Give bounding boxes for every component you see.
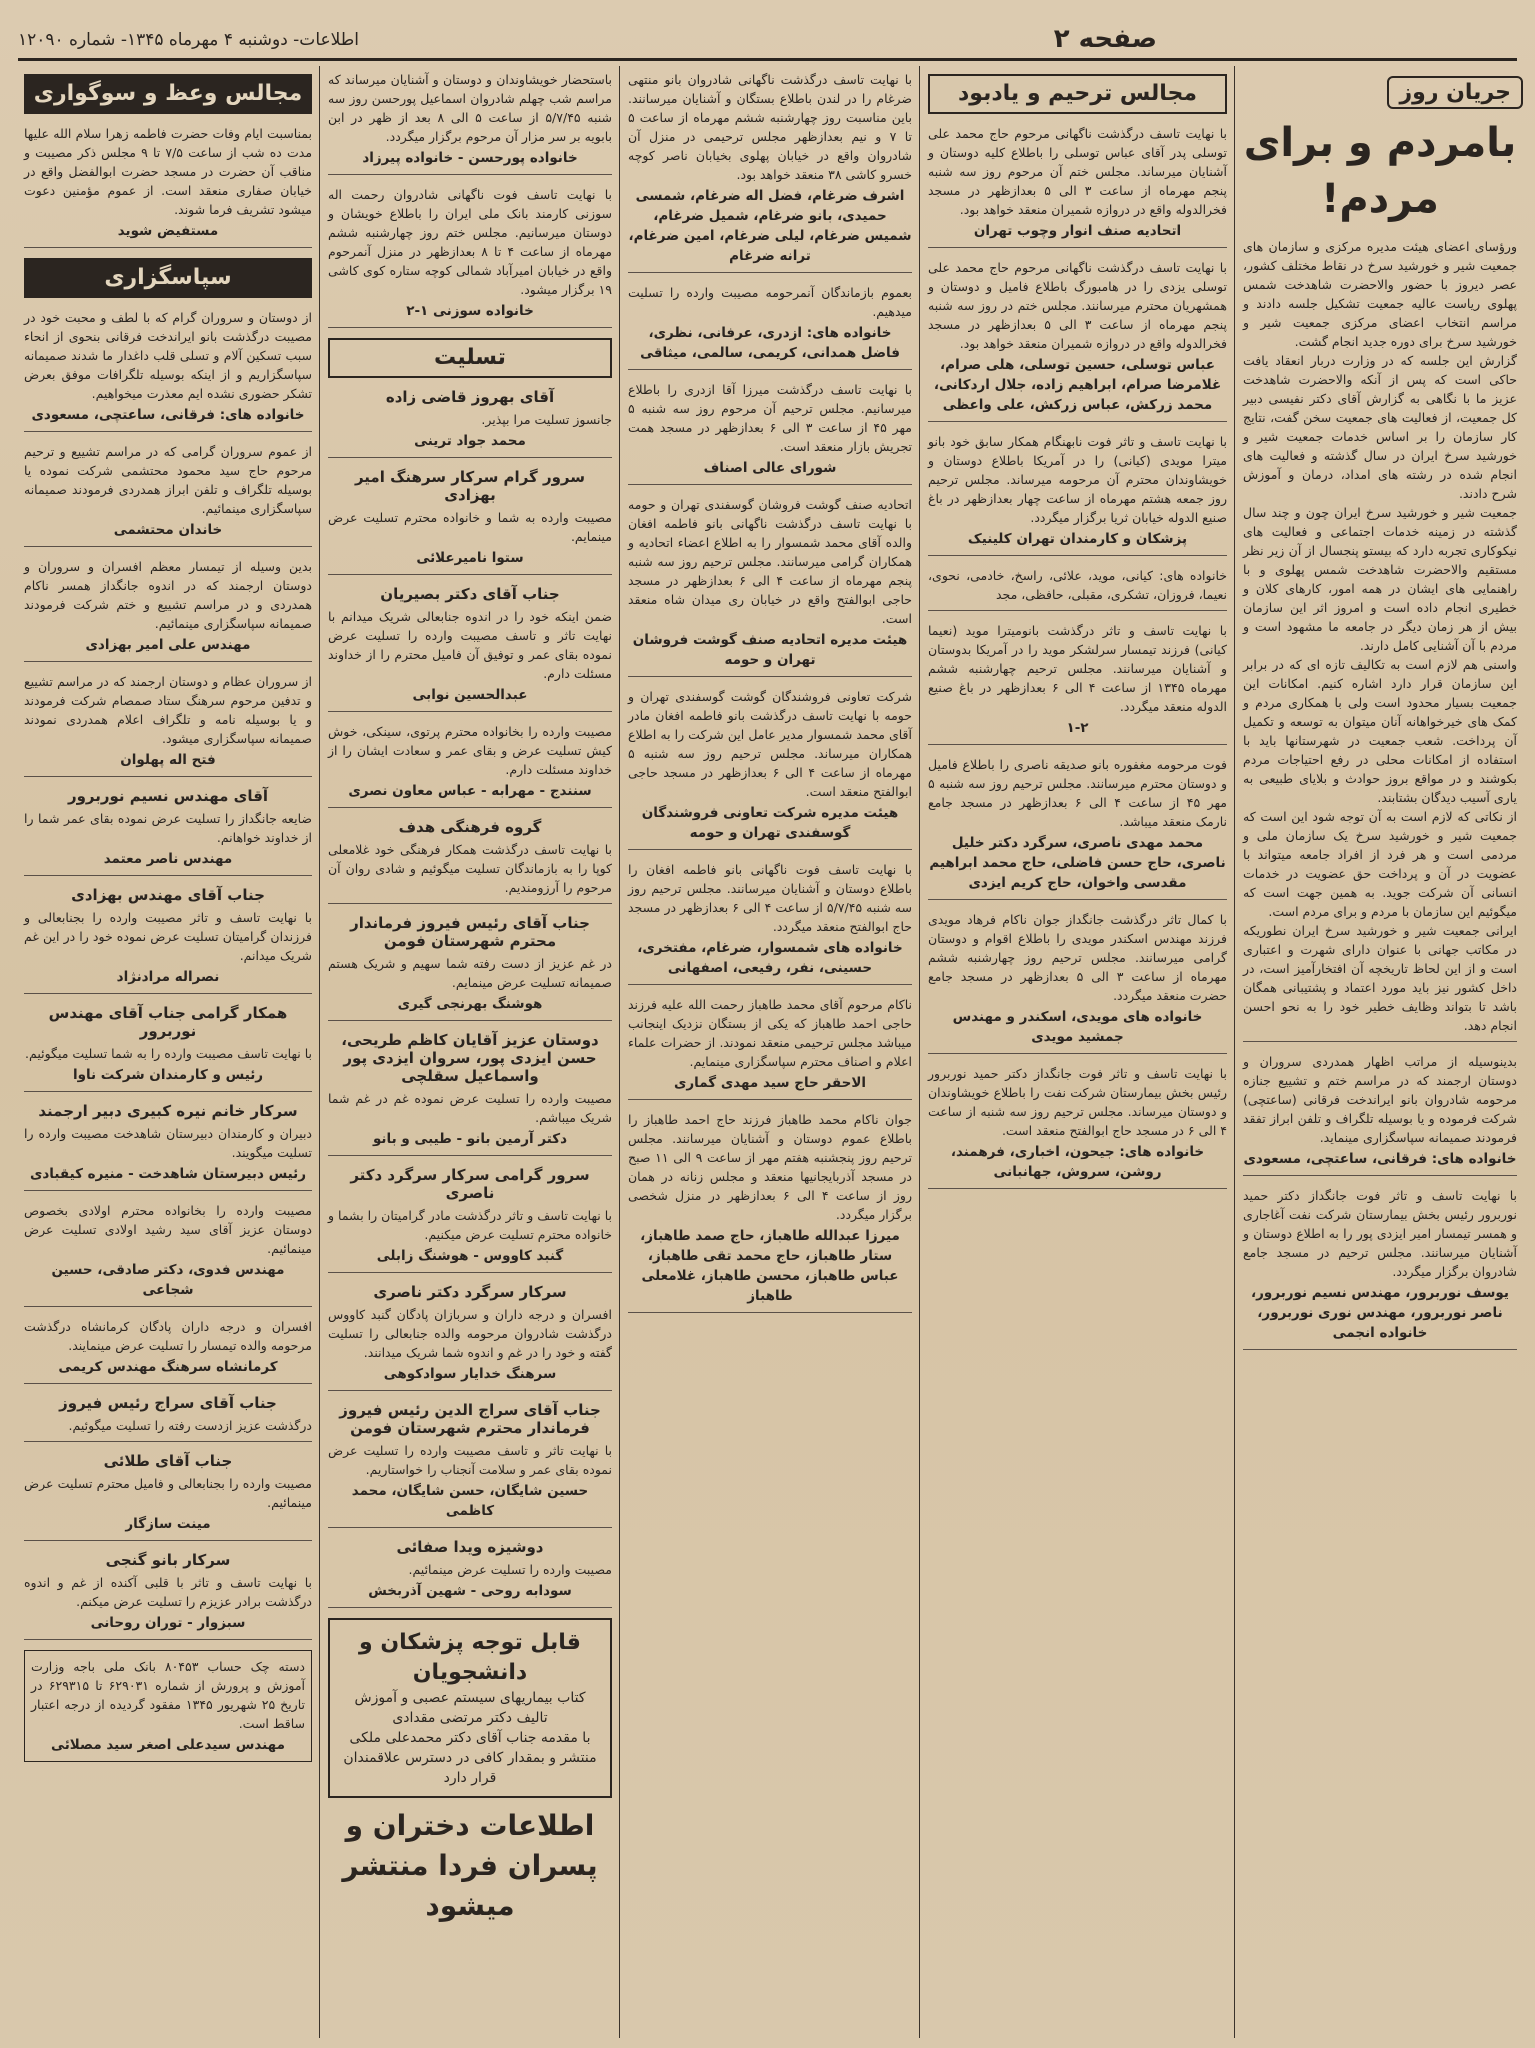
editorial-paragraph: ورؤسای اعضای هیئت مدیره مرکزی و سازمان های جمعیت شیر و خورشید سرخ در نقاط مختلف کشور، عصر دیروز با حضور والاحضرت شاهدخت شمس پهلوی ریاست عالیه جمعیت تشکیل جلسه دادند و مراسم انتخاب اعضای مرکزی جمعیت شیر و خورشید سرخ برای دوره جدید انجام گشت. bbox=[1243, 239, 1517, 349]
notice-block bbox=[328, 1283, 612, 1391]
notice-block bbox=[328, 1031, 612, 1156]
notice-block bbox=[328, 722, 612, 808]
notice-heading: گروه فرهنگی هدف bbox=[398, 818, 542, 836]
notice-block bbox=[628, 860, 912, 985]
notice-block bbox=[24, 787, 312, 876]
editorial-paragraph: جمعیت شیر و خورشید سرخ ایران چون و چند سال گذشته در زمینه خدمات اجتماعی و فعالیت های نیکوکاری تجربه دارد که بیستو پنجسال از آن زیر نظر مستقیم والاحضرت شاهدخت شمس پهلوی و با راهنمایی های ایشان در همه امور، کارهای کلان و خطیری انجام داده است و امروز اثر این سازمان بیش از هر زمان دیگر در جامعه ما مشهود است و مردم با آن آشنایی کامل دارند. bbox=[1243, 505, 1517, 653]
notice-text: مصیبت وارده را بخانواده محترم پرتوی، سینکی، خوش کیش تسلیت عرض و بقای عمر و سعادت ایشان را از خداوند مسئلت دارم. bbox=[328, 724, 612, 777]
editorial-body bbox=[1243, 237, 1517, 1042]
notice-text: بدینوسیله از مراتب اظهار همدردی سروران و دوستان ارجمند که در مراسم ختم و تشییع جنازه مرحومه شادروان بانو ایراندخت فرقانی (ساعتچی) شرکت فرموده و یا بوسیله تلگراف و تلفن ابراز تفقد فرمودند صمیمانه سپاسگزاری مینماید. bbox=[1243, 1054, 1517, 1145]
notice-block bbox=[628, 283, 912, 370]
notice-signature: محمد جواد ترینی bbox=[414, 433, 526, 449]
notice-block bbox=[928, 258, 1227, 422]
notice-signature: ۱-۲ bbox=[1066, 720, 1089, 736]
notice-signature: رئیس و کارمندان شرکت ناوا bbox=[72, 1067, 264, 1083]
notice-signature: خانواده های شمسوار، ضرغام، مفتخری، حسینی، نفر، رفیعی، اصفهانی bbox=[637, 940, 903, 976]
editorial-paragraph: واسنی هم لازم است به تکالیف تازه ای که در برابر این سازمان قرار دارد اشاره کنیم. امکانات این جمعیت بسیار محدود است ولی با همکاری مردم و کمک های خیرخواهانه آنان میتوان به توسعه و تکمیل آن پرداخت. شعب جمعیت در شهرستانها باید با استفاده از امکانات محلی در رفع احتیاجات مردم بکوشند و در مواقع بروز حوادث و بلایای طبیعی به یاری آسیب دیدگان بشتابند. bbox=[1243, 657, 1517, 805]
notice-signature: رئیس دبیرستان شاهدخت - منیره کیقبادی bbox=[29, 1166, 307, 1182]
notice-signature: مهندس فدوی، دکتر صادقی، حسین شجاعی bbox=[51, 1262, 285, 1298]
column-rule bbox=[919, 66, 920, 2038]
notice-text: با نهایت تاسف و تاثر درگذشت بانومیترا موید (نعیما کیانی) فرزند تیمسار سرلشکر موید را در آمریکا بدوستان و آشنایان میرسانند. مجلس ترحیم چهارشنبه ششم مهرماه ۱۳۴۵ از ساعت ۴ الی ۶ بعدازظهر در باغ صنیع الدوله منعقد میگردد. bbox=[928, 623, 1227, 714]
notice-block bbox=[328, 818, 612, 904]
notice-block bbox=[24, 1201, 312, 1307]
notice-block bbox=[24, 442, 312, 547]
notice-signature: میرزا عبدالله طاهباز، حاج صمد طاهباز، ستار طاهباز، حاج محمد تقی طاهباز، عباس طاهباز، محسن طاهباز، غلامعلی طاهباز bbox=[640, 1228, 900, 1304]
notice-signature: خانواده های: فرقانی، ساعتچی، مسعودی bbox=[1243, 1151, 1517, 1167]
notice-text: ضایعه جانگداز را تسلیت عرض نموده بقای عمر شما را از خداوند خواهانم. bbox=[24, 811, 312, 845]
notice-block bbox=[328, 914, 612, 1021]
column-condolences bbox=[322, 70, 618, 2036]
notice-signature: فتح اله پهلوان bbox=[120, 752, 216, 768]
notice-heading: سرکار سرگرد دکتر ناصری bbox=[373, 1283, 567, 1301]
notice-block bbox=[628, 995, 912, 1100]
editorial-paragraph: از نکاتی که لازم است به آن توجه شود این است که جمعیت شیر و خورشید سرخ یک سازمان ملی و مردمی است و هر فرد از افراد جامعه میتواند با عضویت در آن و پرداخت حق عضویت در خدمات انسانی آن شرکت جوید. به همین جهت است که میگوئیم این سازمان با مردم و برای مردم است. bbox=[1243, 809, 1517, 919]
column-rule bbox=[619, 66, 620, 2038]
notice-signature: شورای عالی اصناف bbox=[703, 460, 837, 476]
notice-text: درگذشت عزیز ازدست رفته را تسلیت میگوئیم. bbox=[68, 1418, 312, 1433]
notice-block bbox=[928, 566, 1227, 611]
notice-block bbox=[328, 1166, 612, 1273]
notice-block bbox=[24, 1004, 312, 1092]
notice-block bbox=[328, 185, 612, 328]
notice-block bbox=[24, 1452, 312, 1541]
notice-text: خانواده های: کیانی، موید، علائی، راسخ، خادمی، نحوی، نعیما، فروزان، تشکری، مقبلی، حافظی، مجد bbox=[928, 568, 1227, 602]
notice-text: با نهایت تاسف و تاثر مصیبت وارده را بجنابعالی و فرزندان گرامیتان تسلیت عرض نموده خود را در این غم شریک میدانم. bbox=[24, 910, 312, 963]
lost-checkbook-notice bbox=[24, 1650, 312, 1762]
notice-signature: هیئت مدیره اتحادیه صنف گوشت فروشان تهران و حومه bbox=[632, 632, 908, 668]
notice-text: ناکام مرحوم آقای محمد طاهباز رحمت الله علیه فرزند حاجی احمد طاهباز که یکی از بستگان نزدیک اینجانب میباشد مجلس ترحیمی منعقد نمودند. از حضرات علماء اعلام و اصناف محترم سپاسگزاری مینمایم. bbox=[628, 997, 912, 1069]
notice-text: با نهایت تاسف درگذشت همکار فرهنگی خود غلامعلی کوپا را به بازماندگان تسلیت میگوئیم و شادی روان آن مرحوم را آرزومندیم. bbox=[328, 842, 612, 895]
notice-block bbox=[24, 1394, 312, 1442]
notice-block bbox=[328, 585, 612, 712]
notice-text: با نهایت تاسف و تاثر فوت نابهنگام همکار سابق خود بانو میترا مویدی (کیانی) را در آمریکا باطلاع دوستان و خویشاوندان محترم آن مرحومه میرساند. مجلس ترحیم روز جمعه هشتم مهرماه از ساعت چهار بعدازظهر در باغ صنیع الدوله خیابان ثریا برگزار میگردد. bbox=[928, 434, 1227, 525]
condolences-banner: تسلیت bbox=[328, 338, 612, 378]
notice-signature: سودابه روحی - شهین آذربخش bbox=[368, 1583, 572, 1599]
notice-signature: سبزوار - توران روحانی bbox=[90, 1615, 246, 1631]
notice-text: با نهایت تاسف درگذشت میرزا آقا ازدری را باطلاع میرسانیم. مجلس ترحیم آن مرحوم روز سه شنبه ۵ مهر ۴۵ از ساعت ۳ الی ۶ بعدازظهر در مسجد همت تجریش بازار منعقد است. bbox=[628, 382, 912, 454]
notice-text: دبیران و کارمندان دبیرستان شاهدخت مصیبت وارده را تسلیت میگویند. bbox=[24, 1126, 312, 1160]
notice-text: مصیبت وارده به شما و خانواده محترم تسلیت عرض مینمایم. bbox=[328, 510, 612, 544]
notice-block bbox=[24, 672, 312, 777]
notice-signature: عبدالحسین نوابی bbox=[412, 687, 528, 703]
notice-signature: کرمانشاه سرهنگ مهندس کریمی bbox=[58, 1359, 278, 1375]
notice-text: با نهایت تاسف و تاثر درگذشت مادر گرامیتان را بشما و خانواده محترم تسلیت عرض میکنیم. bbox=[328, 1208, 612, 1242]
notice-text: در غم عزیز از دست رفته شما سهیم و شریک هستم صمیمانه تسلیت عرض مینمایم. bbox=[328, 956, 612, 990]
ad-subtitle: کتاب بیماریهای سیستم عصبی و آموزش تالیف دکتر مرتضی مقدادی bbox=[354, 1690, 586, 1726]
notice-signature: سرهنگ خدایار سوادکوهی bbox=[383, 1366, 557, 1382]
notice-text: با نهایت تاسف و تاثر فوت جانگداز دکتر حمید نوربرور رئیس بخش بیمارستان شرکت نفت آغاجاری و همسر تیمسار امیر ایزدی پور را به اطلاع دوستان و آشنایان میرسانند. مجلس ترحیم در مسجد جامع شادروان برگزار میگردد. bbox=[1243, 1188, 1517, 1279]
notice-signature: دکتر آرمین بانو - طیبی و بانو bbox=[372, 1131, 568, 1147]
page-header bbox=[18, 22, 1517, 61]
notice-text: از سروران عظام و دوستان ارجمند که در مراسم تشییع و تدفین مرحوم سرهنگ ستاد صمصام شرکت فرمودند و یا بوسیله نامه و تلگراف اعلام همدردی نمودند صمیمانه سپاسگزاری میشود. bbox=[24, 674, 312, 746]
notice-text: از عموم سروران گرامی که در مراسم تشییع و ترحیم مرحوم حاج سید محمود محتشمی شرکت نموده یا بوسیله تلگراف و تلفن ابراز همدردی فرمودند صمیمانه سپاسگزاری مینمائیم. bbox=[24, 444, 312, 516]
notice-text: مصیبت وارده را بخانواده محترم اولادی بخصوص دوستان عزیز آقای سید رشید اولادی تسلیت عرض مینمائیم. bbox=[24, 1203, 312, 1256]
notice-block bbox=[24, 557, 312, 662]
notice-heading: جناب آقای رئیس فیروز فرماندار محترم شهرستان فومن bbox=[350, 914, 590, 950]
notice-text: مصیبت وارده را بجنابعالی و فامیل محترم تسلیت عرض مینمائیم. bbox=[24, 1476, 312, 1510]
notice-heading: دوستان عزیز آقایان کاظم طریحی، حسن ایزدی پور، سروان ایزدی پور واسماعیل سقلچی bbox=[341, 1031, 599, 1085]
thanks-notice bbox=[1243, 1052, 1517, 1176]
notice-signature: گنبد کاووس - هوشنگ زابلی bbox=[376, 1248, 564, 1264]
notice-text: بمناسبت ایام وفات حضرت فاطمه زهرا سلام الله علیها مدت ده شب از ساعت ۷/۵ تا ۹ مجلس ذکر مصیبت و مناقب آن حضرت در مسجد حضرت ابوالفضل واقع در خیابان صفاری منعقد است. از عموم مؤمنین دعوت میشود تشریف فرما شوند. bbox=[24, 126, 313, 217]
notice-signature: الاحقر حاج سید مهدی گماری bbox=[674, 1075, 866, 1091]
notice-block bbox=[928, 1064, 1227, 1189]
thanks-banner: سپاسگزاری bbox=[24, 258, 312, 298]
notice-signature: خاندان محتشمی bbox=[113, 522, 223, 538]
notice-signature: خانواده های: جیحون، اخباری، فرهمند، روشن، سروش، جهانبانی bbox=[950, 1144, 1205, 1180]
notice-signature: خانواده های مویدی، اسکندر و مهندس جمشید مویدی bbox=[952, 1009, 1203, 1045]
notice-block bbox=[628, 1110, 912, 1313]
notice-heading: سرکار خانم نیره کبیری دبیر ارجمند bbox=[38, 1102, 298, 1120]
notice-heading: سرور گرامی سرکار سرگرد دکتر ناصری bbox=[350, 1166, 590, 1202]
notice-signature: اشرف ضرغام، فضل اله ضرغام، شمسی حمیدی، بانو ضرغام، شمیل ضرغام، شمیس ضرغام، لیلی ضرغام، امین ضرغام، ترانه ضرغام bbox=[628, 188, 912, 264]
notice-signature: محمد مهدی ناصری، سرگرد دکتر خلیل ناصری، حاج حسن فاضلی، حاج محمد ابراهیم مقدسی واخوان، حاج کریم ایزدی bbox=[929, 835, 1226, 891]
notice-block bbox=[928, 621, 1227, 745]
notice-text: اتحادیه صنف گوشت فروشان گوسفندی تهران و حومه با نهایت تاسف درگذشت ناگهانی بانو فاطمه افغان والده آقای محمد شمسوار را به اطلاع اعضاء اتحادیه و همکاران گرامی میرسانند. مجلس ترحیم روز سه شنبه پنجم مهرماه از ساعت ۴ الی ۶ بعدازظهر در مسجد حاجی ابوالفتح واقع در خیابان ری میدان شاه منعقد است. bbox=[628, 497, 913, 626]
notice-block bbox=[24, 308, 312, 432]
notice-signature: عباس توسلی، حسین توسلی، هلی صرام، غلامرضا صرام، ابراهیم زاده، جلال اردکانی، محمد زرکش، عباس زرکش، علی واعظی bbox=[933, 357, 1222, 413]
notice-text: با نهایت تاسف درگذشت ناگهانی مرحوم حاج محمد علی توسلی پدر آقای عباس توسلی را باطلاع کلیه دوستان و آشنایان میرساند. مجلس ختم آن مرحوم روز سه شنبه پنجم مهرماه از ساعت ۳ الی ۵ بعدازظهر در مسجد فخرالدوله واقع در دروازه شمیران منعقد خواهد بود. bbox=[928, 126, 1227, 217]
notice-block bbox=[928, 910, 1227, 1054]
sermon-notice bbox=[24, 124, 312, 248]
editorial-paragraph: گزارش این جلسه که در وزارت دربار انعقاد یافت حاکی است که پس از آنکه والاحضرت شاهدخت عزیز ما با نگاهی به گزارش آقای دکتر نفیسی دبیر کل جمعیت، از فعالیت های جمعیت سخن گفت، نتایج کار سازمان را بر اساس خدمات جمعیت شیر و خورشید سرخ ایران در سال گذشته و فعالیت های انجام شده در رشته های امداد، درمان و آموزش شرح دادند. bbox=[1243, 353, 1517, 501]
notice-text: مصیبت وارده را تسلیت عرض نموده غم در غم شما شریک میباشم. bbox=[328, 1091, 612, 1125]
book-advertisement bbox=[328, 1618, 612, 1798]
notice-text: باستحضار خویشاوندان و دوستان و آشنایان میرساند که مراسم شب چهلم شادروان اسماعیل پورحسن روز سه شنبه ۵/۷/۴۵ از ساعت ۵ الی ۸ بعد از ظهر در ابن بابویه بر سر مزار آن مرحوم برگزار میگردد. bbox=[328, 72, 612, 144]
notice-text: با کمال تاثر درگذشت جانگداز جوان ناکام فرهاد مویدی فرزند مهندس اسکندر مویدی را باطلاع اقوام و دوستان گرامی میرسانند. مجلس ترحیم روز چهارشنبه ششم مهرماه از ساعت ۳ الی ۵ بعدازظهر در مسجد جامع حضرت منعقد میگردد. bbox=[928, 912, 1228, 1003]
notice-signature: مهندس علی امیر بهزادی bbox=[85, 637, 251, 653]
notice-text: فوت مرحومه مغفوره بانو صدیقه ناصری را باطلاع فامیل و دوستان محترم میرسانند. مجلس ترحیم روز سه شنبه ۵ مهر ۴۵ از ساعت ۴ الی ۶ بعدازظهر در مسجد جامع نارمک منعقد میباشد. bbox=[928, 757, 1227, 829]
notice-signature: هوشنگ بهرنجی گیری bbox=[397, 996, 543, 1012]
notice-signature: یوسف نوربرور، مهندس نسیم نوربرور، ناصر نوربرور، مهندس نوری نوربرور، خانواده انجمی bbox=[1251, 1285, 1509, 1341]
column-rule bbox=[319, 66, 320, 2038]
notice-signature: ستوا نامیرعلائی bbox=[416, 550, 524, 566]
notice-text: با نهایت تاسف درگذشت ناگهانی مرحوم حاج محمد علی توسلی یزدی را در هامبورگ باطلاع فامیل و دوستان و همشهریان محترم میرسانند. مجلس ختم در روز سه شنبه پنجم مهرماه از ساعت ۳ الی ۵ بعدازظهر در مسجد فخرالدوله واقع در دروازه شمیران منعقد خواهد بود. bbox=[928, 260, 1227, 351]
notice-text: افسران و درجه داران پادگان کرمانشاه درگذشت مرحومه والده تیمسار را تسلیت عرض مینمایند. bbox=[24, 1319, 312, 1353]
column-rule bbox=[1234, 66, 1235, 2038]
ad-title: قابل توجه پزشکان و دانشجویان bbox=[359, 1630, 581, 1685]
notice-heading: جناب آقای طلائی bbox=[103, 1452, 233, 1470]
notice-block bbox=[628, 380, 912, 485]
notice-heading: همکار گرامی جناب آقای مهندس نوربرور bbox=[48, 1004, 288, 1040]
notice-heading: آقای مهندس نسیم نوربرور bbox=[67, 787, 269, 805]
editorial-headline: بامردم و برای مردم! bbox=[1243, 120, 1517, 222]
notice-block bbox=[628, 495, 912, 677]
obituary-notice bbox=[1243, 1186, 1517, 1350]
supplement-announcement: اطلاعات دختران و پسران فردا منتشر میشود bbox=[342, 1809, 598, 1922]
notice-heading: جناب آقای سراج رئیس فیروز bbox=[59, 1394, 277, 1412]
notice-block bbox=[328, 1401, 612, 1528]
notice-signature: مستفیض شوید bbox=[117, 223, 219, 239]
notice-signature: مهندس ناصر معتمد bbox=[103, 851, 233, 867]
notice-block bbox=[328, 388, 612, 458]
notice-heading: دوشیزه ویدا صفائی bbox=[396, 1538, 544, 1556]
notice-text: از دوستان و سروران گرام که با لطف و محبت خود در مصیبت درگذشت بانو ایراندخت فرقانی بنحوی از انحاء سبب تسکین آلام و تسلی قلب داغدار ما شدند صمیمانه سپاسگزاریم و از اینکه بوسیله تلگرافات موفق بعرض تشکر حضوری نشده ایم معذرت میخواهیم. bbox=[24, 310, 312, 401]
notice-text: جانسوز تسلیت مرا بپذیر. bbox=[481, 412, 612, 427]
notice-signature: خانواده پورحسن - خانواده پیرزاد bbox=[362, 150, 578, 166]
memorials-banner: مجالس ترحیم و یادبود bbox=[928, 74, 1227, 114]
notice-signature: اتحادیه صنف انوار وچوب تهران bbox=[973, 223, 1182, 239]
notice-signature: مهندس سیدعلی اصغر سید مصلائی bbox=[51, 1737, 285, 1753]
notice-text: با نهایت تاسف فوت ناگهانی شادروان رحمت اله سوزنی کارمند بانک ملی ایران را باطلاع خویشان و دوستان میرسانیم. مجلس ختم روز چهارشنبه ششم مهرماه از ساعت ۴ تا ۸ بعدازظهر در منزل آنمرحوم واقع در خیابان امیرآباد شمالی کوچه ستاره کوی کاشی ۱۹ برگزار میشود. bbox=[328, 187, 612, 297]
notice-signature: خانواده های: فرقانی، ساعتچی، مسعودی bbox=[31, 407, 305, 423]
ad-details: با مقدمه جناب آقای دکتر محمدعلی ملکی منتشر و بمقدار کافی در دسترس علاقمندان قرار دارد bbox=[343, 1730, 597, 1786]
notice-text: با نهایت تاسف و تاثر با قلبی آکنده از غم و اندوه درگذشت برادر عزیزم را تسلیت عرض میکنم. bbox=[24, 1575, 312, 1609]
notice-text: مصیبت وارده را تسلیت عرض مینمائیم. bbox=[408, 1562, 612, 1577]
notice-text: بعموم بازماندگان آنمرحومه مصیبت وارده را تسلیت میدهیم. bbox=[628, 285, 912, 319]
notice-heading: سرکار بانو گنجی bbox=[105, 1551, 231, 1569]
notice-heading: آقای بهروز قاضی زاده bbox=[385, 388, 555, 406]
notice-signature: خانواده های: ازدری، عرفانی، نظری، فاضل همدانی، کریمی، سالمی، میثاقی bbox=[640, 325, 900, 361]
notice-heading: جناب آقای دکتر بصیریان bbox=[380, 585, 560, 603]
notice-signature: پزشکان و کارمندان تهران کلینیک bbox=[967, 531, 1188, 547]
column-memorials-2 bbox=[622, 70, 918, 2036]
notice-block bbox=[328, 70, 612, 175]
notice-block bbox=[628, 687, 912, 850]
notice-signature: حسین شایگان، حسن شایگان، محمد کاظمی bbox=[351, 1483, 589, 1519]
column-memorials bbox=[922, 70, 1233, 2036]
notice-block bbox=[24, 886, 312, 994]
editorial-paragraph: ایرانی جمعیت شیر و خورشید سرخ ایران نطوریکه در مکاتب جهانی با عنوان دارای شهرت و اعتباری است و از این لحاظ تاریخچه آن افتخارآمیز است، در داخل کشور نیز باید مورد اعتماد و پشتیبانی همگان باشد تا بتواند وظایف خطیر خود را به نحو احسن انجام دهد. bbox=[1243, 923, 1517, 1033]
notice-text: با نهایت تاثر و تاسف مصیبت وارده را تسلیت عرض نموده بقای عمر و سلامت آنجناب را خواستاریم. bbox=[328, 1443, 612, 1477]
page-number: صفحه ۲ bbox=[1053, 24, 1157, 54]
notice-text: ضمن اینکه خود را در اندوه جنابعالی شریک میدانم با نهایت تاثر و تاسف مصیبت وارده را تسلیت عرض نموده بقای عمر و توفیق آن فامیل محترم را از خداوند مسئلت دارم. bbox=[328, 609, 612, 681]
notice-signature: خانواده سوزنی ۱-۲ bbox=[406, 303, 534, 319]
notice-block bbox=[24, 1102, 312, 1191]
notice-block bbox=[628, 70, 912, 273]
notice-signature: مینت سازگار bbox=[125, 1516, 211, 1532]
notice-block bbox=[24, 1551, 312, 1640]
notice-block bbox=[928, 124, 1227, 248]
notice-signature: نصراله مرادنژاد bbox=[116, 969, 220, 985]
notice-text: افسران و درجه داران و سربازان پادگان گنبد کاووس درگذشت شادروان مرحومه والده جنابعالی را تسلیت گفته و خود را در غم و اندوه شما شریک میدانند. bbox=[328, 1307, 612, 1360]
notice-block bbox=[24, 1317, 312, 1384]
notice-block bbox=[328, 468, 612, 575]
notice-text: شرکت تعاونی فروشندگان گوشت گوسفندی تهران و حومه با نهایت تاسف درگذشت بانو فاطمه افغان مادر آقای محمد شمسوار مدیر عامل این شرکت را به اطلاع همکاران میرساند. مجلس ترحیم روز سه شنبه ۵ مهرماه از ساعت ۴ الی ۶ بعدازظهر در مسجد حاجی ابوالفتح منعقد است. bbox=[628, 689, 912, 799]
column-kicker: جریان روز bbox=[1387, 76, 1523, 109]
notice-block bbox=[928, 755, 1227, 900]
column-thanks bbox=[18, 70, 318, 2036]
notice-block bbox=[328, 1538, 612, 1608]
sermons-banner: مجالس وعظ و سوگواری bbox=[24, 74, 312, 114]
column-editorial bbox=[1237, 70, 1523, 2036]
notice-text: دسته چک حساب ۸۰۴۵۳ بانک ملی باجه وزارت آموزش و پرورش از شماره ۶۲۹۰۳۱ تا ۶۲۹۳۱۵ در تاریخ ۲۵ شهریور ۱۳۴۵ مفقود گردیده از درجه اعتبار ساقط است. bbox=[31, 1659, 306, 1731]
notice-block bbox=[928, 432, 1227, 556]
notice-heading: جناب آقای مهندس بهزادی bbox=[71, 886, 265, 904]
dateline: اطلاعات- دوشنبه ۴ مهرماه ۱۳۴۵- شماره ۱۲۰۹۰ bbox=[18, 30, 360, 50]
notice-text: بدین وسیله از تیمسار معظم افسران و سروران و دوستان ارجمند که در اندوه جانگداز همسر ناکام همدردی و در مراسم تشییع و ختم شرکت فرمودند صمیمانه سپاسگزاری مینمائیم. bbox=[24, 559, 312, 631]
notice-text: با نهایت تاسف فوت ناگهانی بانو فاطمه افغان را باطلاع دوستان و آشنایان میرسانند. مجلس ترحیم روز سه شنبه ۵/۷/۴۵ از ساعت ۴ الی ۶ بعدازظهر در مسجد حاج ابوالفتح منعقد میگردد. bbox=[628, 862, 913, 934]
notice-text: با نهایت تاسف مصیبت وارده را به شما تسلیت میگوئیم. bbox=[25, 1046, 312, 1061]
notice-text: با نهایت تاسف و تاثر فوت جانگداز دکتر حمید نوربرور رئیس بخش بیمارستان شرکت نفت را باطلاع خویشاوندان و دوستان میرساند. مجلس ترحیم روز سه شنبه از ساعت ۴ الی ۶ در مسجد حاج ابوالفتح منعقد است. bbox=[928, 1066, 1227, 1138]
notice-signature: هیئت مدیره شرکت تعاونی فروشندگان گوسفندی تهران و حومه bbox=[641, 805, 899, 841]
notice-signature: سنندج - مهرابه - عباس معاون نصری bbox=[348, 783, 592, 799]
notice-text: با نهایت تاسف درگذشت ناگهانی شادروان بانو منتهی ضرغام را در لندن باطلاع بستگان و آشنایان میرسانند. باین مناسبت روز چهارشنبه ششم مهرماه از ساعت ۵ تا ۷ و نیم بعدازظهر مجلس ترحیمی در منزل آن شادروان واقع در خیابان پهلوی بخیابان ناصر کوچه خسرو کاشی ۳۸ منعقد خواهد بود. bbox=[628, 72, 912, 182]
notice-heading: جناب آقای سراج الدین رئیس فیروز فرماندار محترم شهرستان فومن bbox=[339, 1401, 601, 1437]
notice-text: جوان ناکام محمد طاهباز فرزند حاج احمد طاهباز را باطلاع عموم دوستان و آشنایان میرسانند. مجلس ترحیم روز پنجشنبه هفتم مهر از ساعت ۹ الی ۱۱ صبح در مسجد آذربایجانیها منعقد و مجلس زنانه در همان روز از ساعت ۴ الی ۶ بعدازظهر در منزل شخصی برگزار میگردد. bbox=[628, 1112, 912, 1222]
notice-heading: سرور گرام سرکار سرهنگ امیر بهزادی bbox=[354, 468, 586, 504]
